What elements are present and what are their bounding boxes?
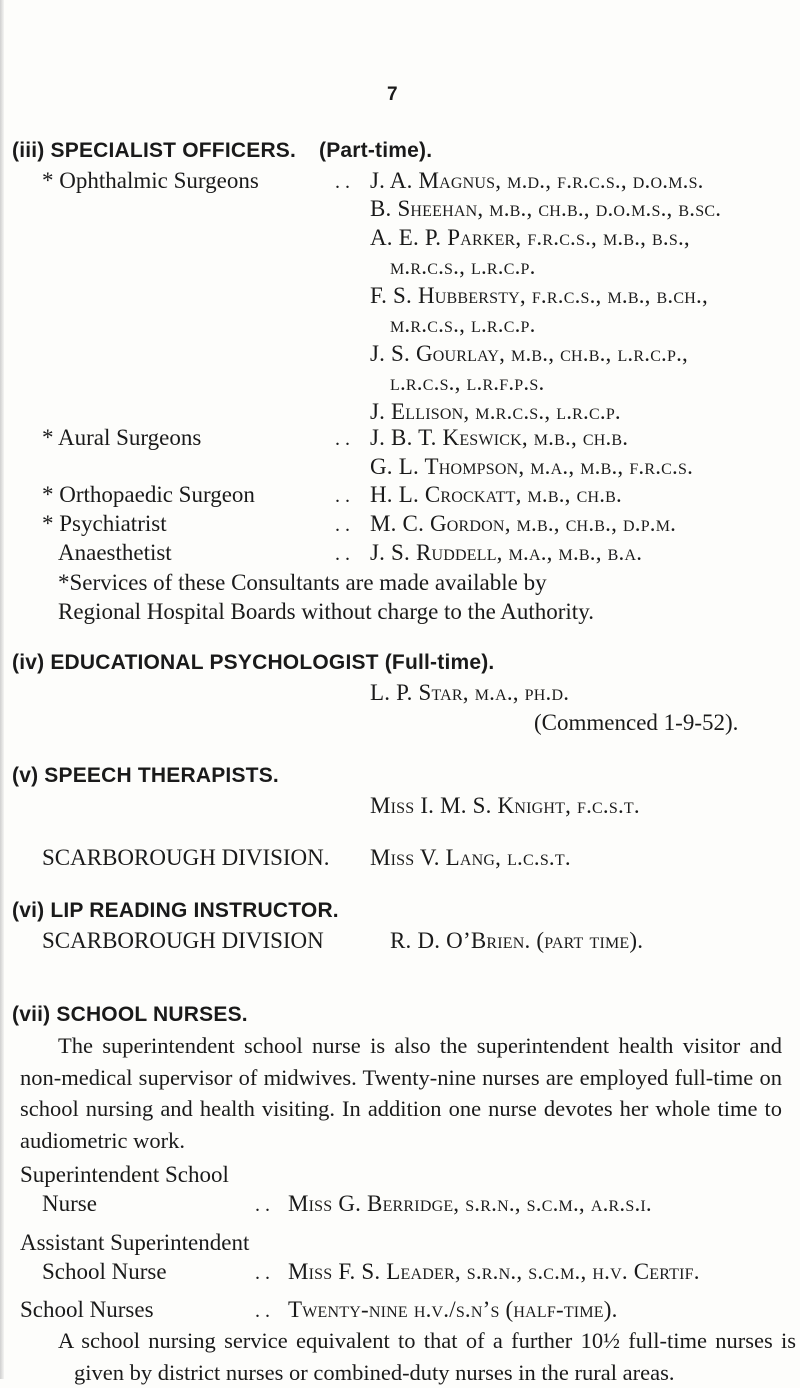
- page-number: 7: [387, 84, 398, 105]
- qualifications-gourlay: l.r.c.s., l.r.f.p.s.: [390, 370, 545, 395]
- division-scarborough: SCARBOROUGH DIVISION: [42, 928, 324, 953]
- leader-dots: . .: [335, 428, 350, 450]
- qualifications-parker: m.r.c.s., l.r.c.p.: [390, 254, 536, 279]
- name-crockatt: H. L. Crockatt, m.b., ch.b.: [370, 482, 622, 507]
- name-gourlay: J. S. Gourlay, m.b., ch.b., l.r.c.p.,: [370, 341, 689, 366]
- label-superintendent-school: Superintendent School: [20, 1162, 229, 1187]
- section-heading-lip-reading: (vi) LIP READING INSTRUCTOR.: [12, 899, 339, 922]
- section-heading-part-time: (Part-time).: [319, 139, 433, 162]
- name-sheehan: B. Sheehan, m.b., ch.b., d.o.m.s., b.sc.: [370, 196, 722, 221]
- section-heading-school-nurses: (vii) SCHOOL NURSES.: [12, 1003, 248, 1026]
- label-anaesthetist: Anaesthetist: [58, 540, 172, 565]
- page-edge-shadow: [0, 0, 4, 1379]
- label-assistant-superintendent: Assistant Superintendent: [20, 1230, 250, 1255]
- leader-dots: . .: [255, 1262, 270, 1284]
- name-obrien: R. D. O’Brien. (part time).: [390, 928, 644, 953]
- label-school-nurses: School Nurses: [20, 1297, 154, 1322]
- label-school-nurse: School Nurse: [42, 1259, 167, 1284]
- leader-dots: . .: [255, 1194, 270, 1216]
- name-leader: Miss F. S. Leader, s.r.n., s.c.m., h.v. Certif.: [288, 1259, 700, 1284]
- name-magnus: J. A. Magnus, m.d., f.r.c.s., d.o.m.s.: [370, 168, 704, 193]
- name-ruddell: J. S. Ruddell, m.a., m.b., b.a.: [370, 540, 643, 565]
- label-aural-surgeons: * Aural Surgeons: [42, 425, 202, 450]
- label-nurse: Nurse: [42, 1191, 97, 1216]
- section-heading-speech-therapists: (v) SPEECH THERAPISTS.: [12, 764, 279, 787]
- qualifications-hubbersty: m.r.c.s., l.r.c.p.: [390, 312, 536, 337]
- name-gordon: M. C. Gordon, m.b., ch.b., d.p.m.: [370, 511, 677, 536]
- footnote-line-1: *Services of these Consultants are made available by: [58, 570, 547, 595]
- leader-dots: . .: [335, 171, 350, 193]
- name-berridge: Miss G. Berridge, s.r.n., s.c.m., a.r.s.i.: [288, 1191, 652, 1216]
- name-star: L. P. Star, m.a., ph.d.: [370, 680, 570, 705]
- name-ellison: J. Ellison, m.r.c.s., l.r.c.p.: [370, 399, 621, 424]
- name-knight: Miss I. M. S. Knight, f.c.s.t.: [370, 793, 640, 818]
- footnote-line-2: Regional Hospital Boards without charge to the Authority.: [58, 599, 594, 624]
- commenced-date: (Commenced 1-9-52).: [534, 710, 739, 735]
- name-hubbersty: F. S. Hubbersty, f.r.c.s., m.b., b.ch.,: [370, 283, 708, 308]
- name-parker: A. E. P. Parker, f.r.c.s., m.b., b.s.,: [370, 225, 690, 250]
- leader-dots: . .: [335, 485, 350, 507]
- name-thompson: G. L. Thompson, m.a., m.b., f.r.c.s.: [370, 454, 694, 479]
- leader-dots: . .: [335, 514, 350, 536]
- closing-paragraph: A school nursing service equivalent to that of a further 10½ full-time nurses is given by district nurses or combined-duty nurses in the rural areas.: [58, 1328, 796, 1385]
- section-heading-specialists: (iii) SPECIALIST OFFICERS.: [12, 139, 297, 162]
- section-heading-psychologist: (iv) EDUCATIONAL PSYCHOLOGIST (Full-time).: [12, 651, 495, 674]
- leader-dots: . .: [335, 543, 350, 565]
- name-keswick: J. B. T. Keswick, m.b., ch.b.: [370, 425, 629, 450]
- leader-dots: . .: [255, 1300, 270, 1322]
- label-psychiatrist: * Psychiatrist: [42, 511, 167, 536]
- name-lang: Miss V. Lang, l.c.s.t.: [370, 845, 571, 870]
- school-nurses-count: Twenty-nine h.v./s.n’s (half-time).: [288, 1297, 618, 1322]
- school-nurses-paragraph: The superintendent school nurse is also the superintendent health visitor and non-medical supervisor of midwives. Twenty-nine nurses are employed full-time on school nursing and health visiting. In addition one nurse devotes her whole time to audiometric work.: [20, 1033, 782, 1153]
- label-ophthalmic-surgeons: * Ophthalmic Surgeons: [42, 168, 259, 193]
- division-scarborough: SCARBOROUGH DIVISION.: [42, 845, 330, 870]
- label-orthopaedic-surgeon: * Orthopaedic Surgeon: [42, 482, 255, 507]
